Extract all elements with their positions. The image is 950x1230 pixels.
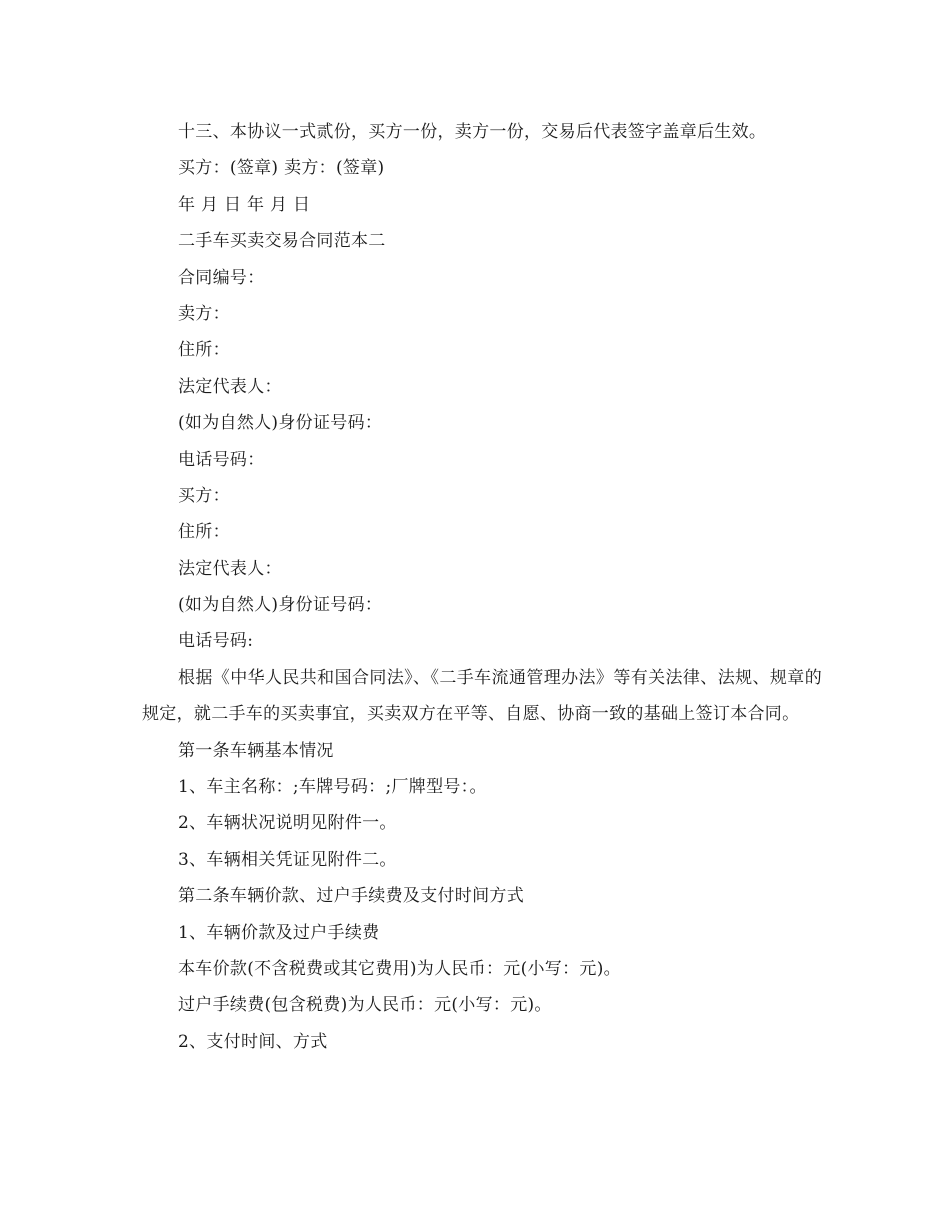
seller-phone-field: 电话号码： <box>178 449 265 470</box>
transfer-fee-line: 过户手续费(包含税费)为人民币：元(小写：元)。 <box>178 995 552 1016</box>
article-one-item-2: 2、车辆状况说明见附件一。 <box>178 813 397 834</box>
buyer-phone-field: 电话号码: <box>178 631 254 652</box>
intro-paragraph: 根据《中华人民共和国合同法》、《二手车流通管理办法》等有关法律、法规、规章的规定，就二手车的买卖事宜，买卖双方在平等、自愿、协商一致的基础上签订本合同。 <box>142 667 822 725</box>
vehicle-price-line: 本车价款(不含税费或其它费用)为人民币：元(小写：元)。 <box>178 959 621 980</box>
clause-thirteen: 十三、本协议一式贰份，买方一份，卖方一份，交易后代表签字盖章后生效。 <box>178 122 767 142</box>
date-line: 年 月 日 年 月 日 <box>178 194 311 215</box>
article-one-heading: 第一条车辆基本情况 <box>178 740 334 761</box>
buyer-id-number-field: (如为自然人)身份证号码： <box>178 595 383 616</box>
seller-legal-rep-field: 法定代表人： <box>178 376 282 397</box>
buyer-label: 买方： <box>178 485 230 506</box>
article-two-item-2: 2、支付时间、方式 <box>178 1031 328 1052</box>
signature-line: 买方：(签章) 卖方：(签章) <box>178 158 385 179</box>
seller-id-number-field: (如为自然人)身份证号码： <box>178 413 383 434</box>
buyer-legal-rep-field: 法定代表人： <box>178 558 282 579</box>
buyer-address-field: 住所： <box>178 522 230 543</box>
contract-number-field: 合同编号： <box>178 267 265 288</box>
contract-title: 二手车买卖交易合同范本二 <box>178 231 386 252</box>
article-one-item-1: 1、车主名称：;车牌号码：;厂牌型号：。 <box>178 777 487 798</box>
article-two-heading: 第二条车辆价款、过户手续费及支付时间方式 <box>178 886 524 907</box>
document-body <box>142 114 822 1060</box>
article-one-item-3: 3、车辆相关凭证见附件二。 <box>178 849 397 870</box>
seller-address-field: 住所： <box>178 340 230 361</box>
seller-label: 卖方： <box>178 303 230 324</box>
article-two-item-1: 1、车辆价款及过户手续费 <box>178 922 380 943</box>
